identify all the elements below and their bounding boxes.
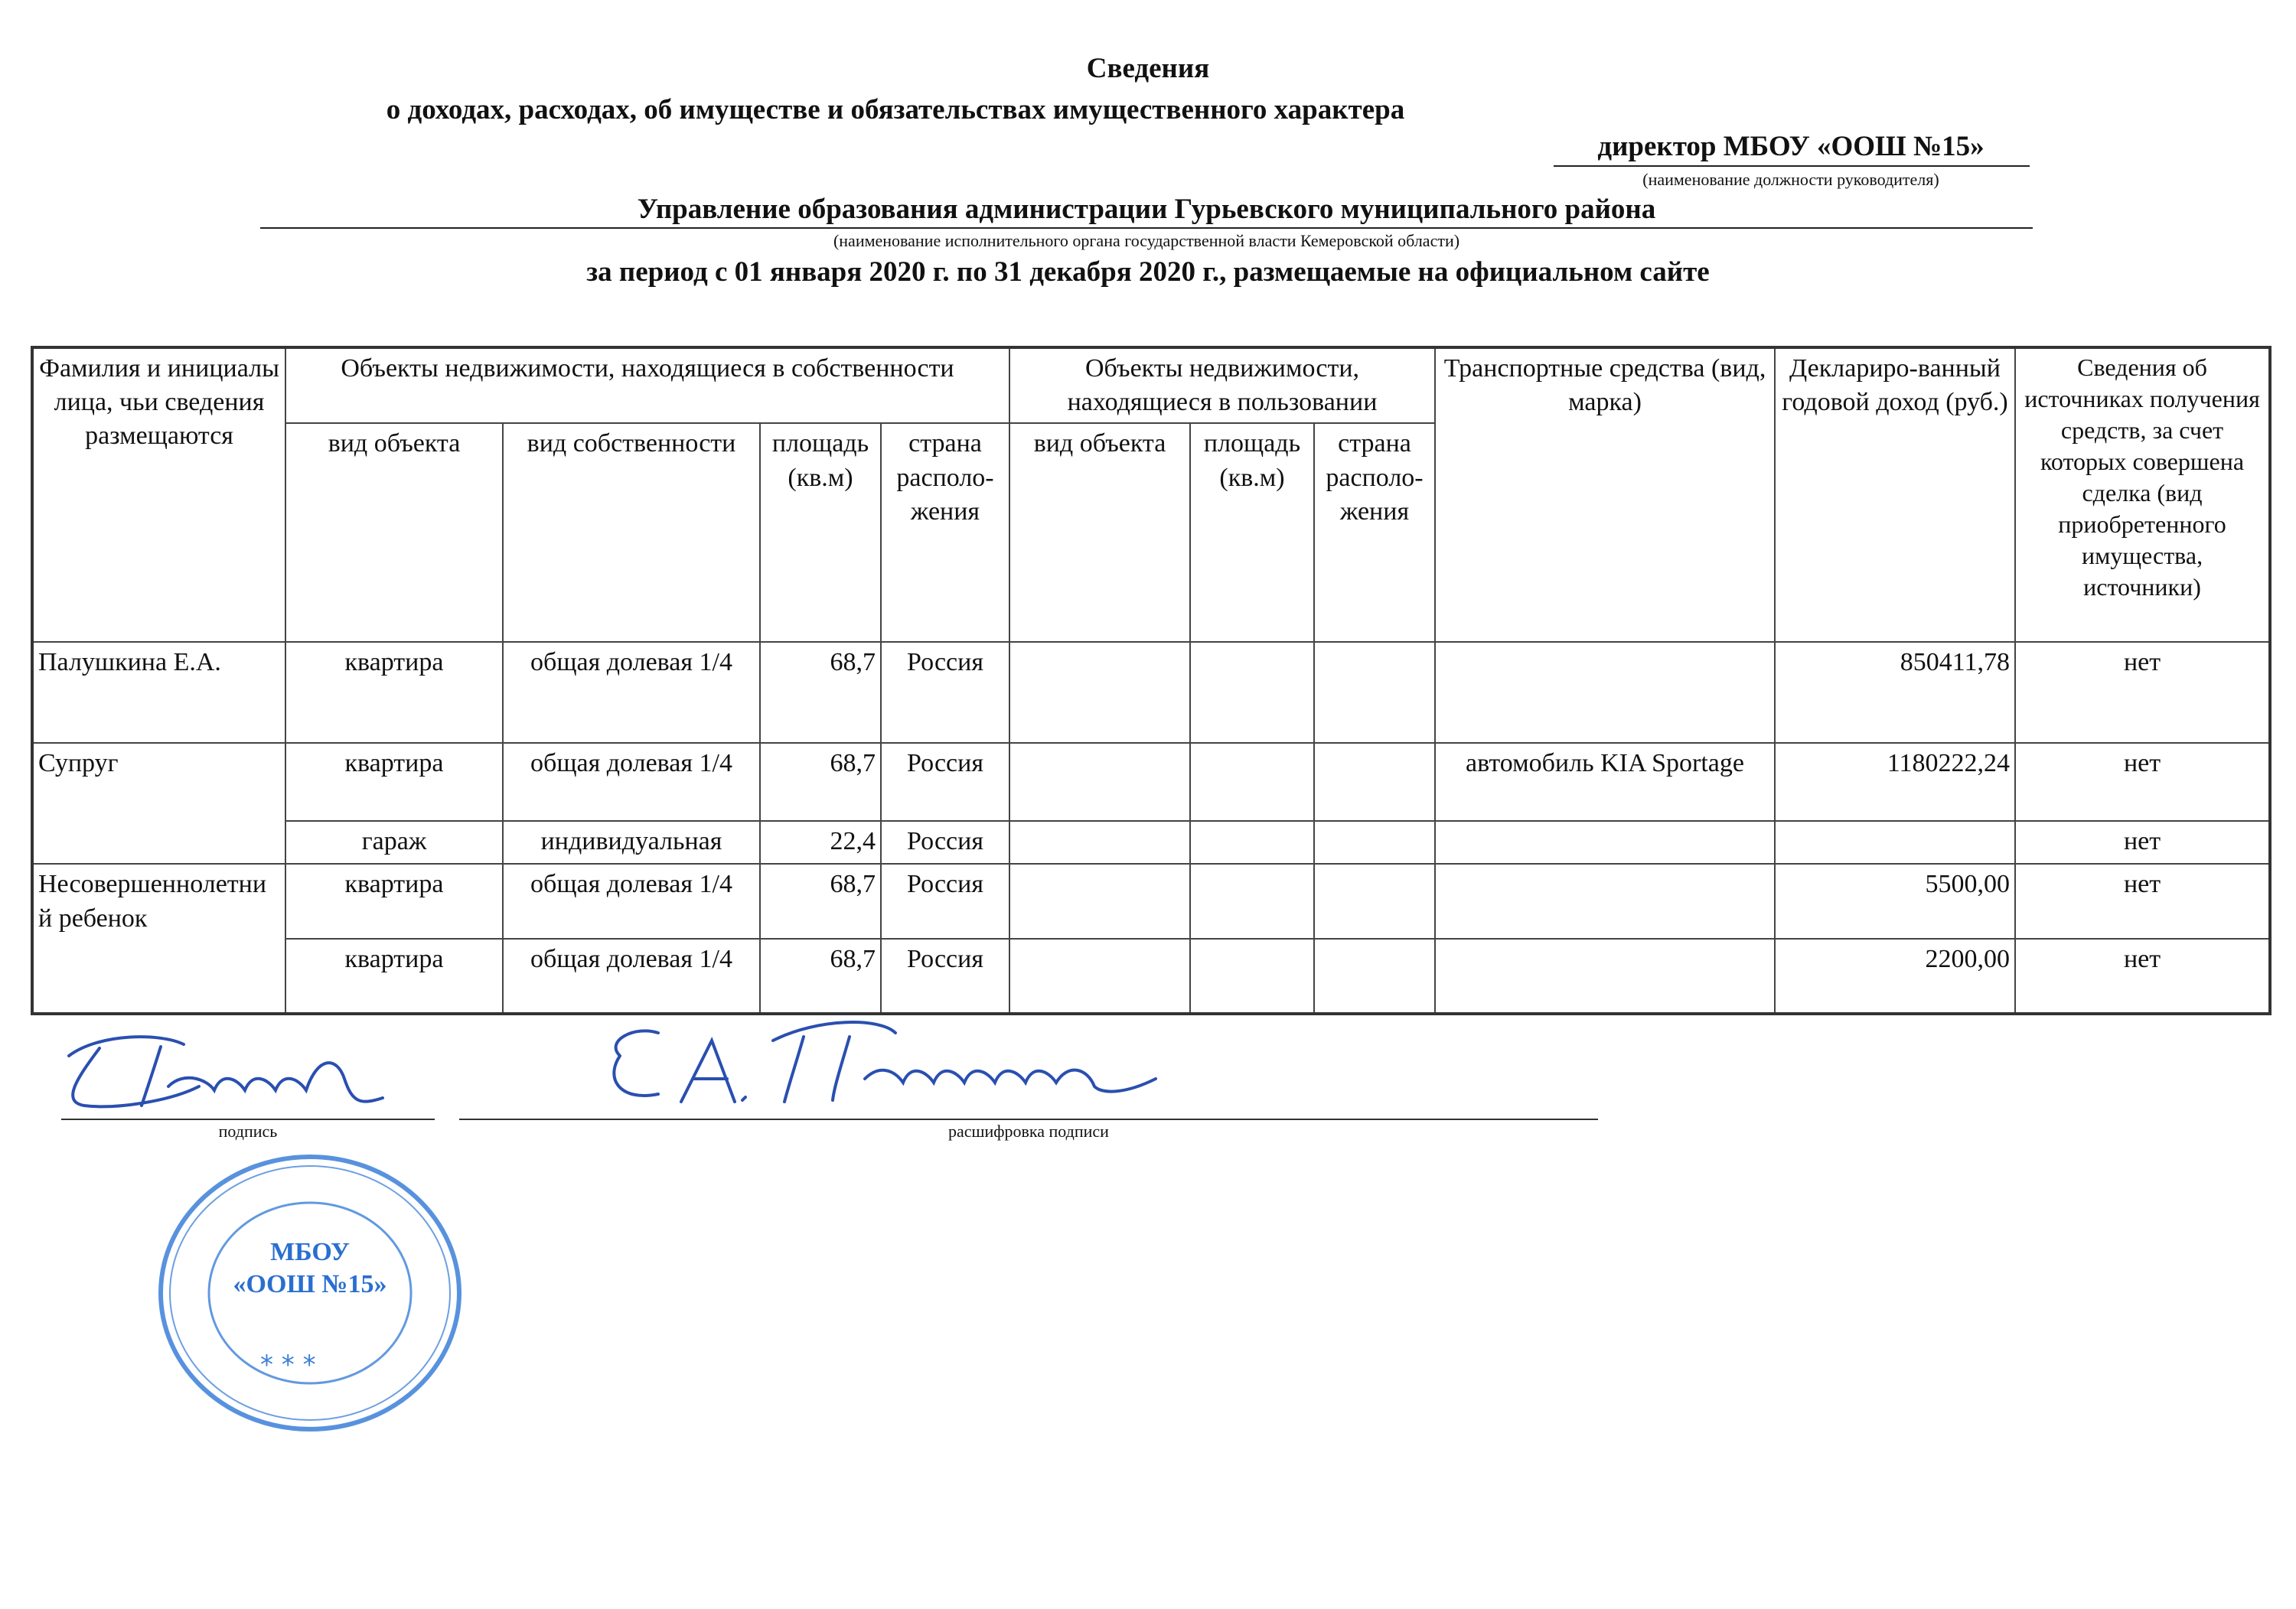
cell-used-area (1190, 821, 1314, 864)
cell-income (1775, 821, 2015, 864)
stamp-title: МБОУ (270, 1238, 350, 1266)
cell-ownership: общая долевая 1/4 (503, 939, 760, 1014)
cell-sources: нет (2015, 743, 2270, 821)
header-owned-property: Объекты недвижимости, находящиеся в собственности (285, 347, 1009, 423)
header-income: Деклариро-ванный годовой доход (руб.) (1775, 347, 2015, 642)
cell-used-country (1314, 821, 1435, 864)
table-row (32, 821, 2270, 864)
header-object-type: вид объекта (285, 423, 503, 642)
cell-object: квартира (285, 642, 503, 743)
cell-used-country (1314, 743, 1435, 821)
signature-decode-line (459, 1119, 1598, 1120)
cell-object: квартира (285, 864, 503, 939)
cell-transport (1435, 864, 1775, 939)
table-row (32, 743, 2270, 821)
cell-country: Россия (881, 939, 1009, 1014)
handwritten-signature (54, 1025, 406, 1117)
cell-used-object (1009, 642, 1190, 743)
stamp-subtitle: «ООШ №15» (233, 1270, 387, 1298)
document-subtitle: о доходах, расходах, об имуществе и обязательствах имущественного характера (386, 94, 1405, 125)
cell-country: Россия (881, 821, 1009, 864)
header-used-object-type: вид объекта (1009, 423, 1190, 642)
cell-area: 22,4 (760, 821, 881, 864)
handwritten-name (589, 1010, 1186, 1117)
cell-used-area (1190, 939, 1314, 1014)
table-row (32, 864, 2270, 939)
cell-income: 5500,00 (1775, 864, 2015, 939)
signature-caption: подпись (218, 1122, 278, 1141)
organization-underline (260, 227, 2033, 229)
cell-used-country (1314, 939, 1435, 1014)
header-used-country: страна располо-жения (1314, 423, 1435, 642)
cell-transport (1435, 821, 1775, 864)
header-country: страна располо-жения (881, 423, 1009, 642)
organization-caption: (наименование исполнительного органа государственной власти Кемеровской области) (833, 231, 1460, 250)
cell-object: квартира (285, 743, 503, 821)
cell-transport (1435, 939, 1775, 1014)
cell-transport: автомобиль KIA Sportage (1435, 743, 1775, 821)
cell-object: квартира (285, 939, 503, 1014)
document-title: Сведения (1086, 53, 1210, 84)
cell-area: 68,7 (760, 743, 881, 821)
cell-area: 68,7 (760, 939, 881, 1014)
reporting-period: за период с 01 января 2020 г. по 31 декабря 2020 г., размещаемые на официальном сайте (586, 256, 1710, 288)
cell-person: Несовершеннолетний ребенок (32, 864, 285, 1014)
signature-line (61, 1119, 435, 1120)
cell-ownership: общая долевая 1/4 (503, 642, 760, 743)
cell-ownership: общая долевая 1/4 (503, 864, 760, 939)
cell-sources: нет (2015, 821, 2270, 864)
cell-ownership: индивидуальная (503, 821, 760, 864)
cell-country: Россия (881, 743, 1009, 821)
header-sources: Сведения об источниках получения средств, за счет которых совершена сделка (вид приобретенного имущества, источники) (2015, 347, 2270, 642)
cell-country: Россия (881, 864, 1009, 939)
cell-used-object (1009, 939, 1190, 1014)
cell-used-country (1314, 864, 1435, 939)
header-ownership-type: вид собственности (503, 423, 760, 642)
cell-object: гараж (285, 821, 503, 864)
header-used-property: Объекты недвижимости, находящиеся в пользовании (1009, 347, 1435, 423)
cell-income: 2200,00 (1775, 939, 2015, 1014)
cell-ownership: общая долевая 1/4 (503, 743, 760, 821)
header-area: площадь (кв.м) (760, 423, 881, 642)
cell-used-area (1190, 864, 1314, 939)
position-name: директор МБОУ «ООШ №15» (1597, 131, 1985, 162)
cell-transport (1435, 642, 1775, 743)
cell-sources: нет (2015, 642, 2270, 743)
cell-person: Супруг (32, 743, 285, 864)
position-underline (1554, 165, 2030, 167)
cell-sources: нет (2015, 939, 2270, 1014)
cell-sources: нет (2015, 864, 2270, 939)
declaration-table (31, 346, 2272, 1015)
header-person: Фамилия и инициалы лица, чьи сведения размещаются (32, 347, 285, 642)
table-row (32, 939, 2270, 1014)
organization-name: Управление образования администрации Гурьевского муниципального района (637, 194, 1656, 225)
cell-used-area (1190, 642, 1314, 743)
cell-area: 68,7 (760, 864, 881, 939)
cell-area: 68,7 (760, 642, 881, 743)
declaration-table-wrapper (31, 346, 2272, 1015)
cell-person: Палушкина Е.А. (32, 642, 285, 743)
header-transport: Транспортные средства (вид, марка) (1435, 347, 1775, 642)
cell-income: 1180222,24 (1775, 743, 2015, 821)
table-row (32, 642, 2270, 743)
cell-used-object (1009, 743, 1190, 821)
signature-decode-caption: расшифровка подписи (948, 1122, 1109, 1141)
cell-used-object (1009, 864, 1190, 939)
position-caption: (наименование должности руководителя) (1642, 170, 1939, 189)
svg-text:* * *: * * * (260, 1350, 316, 1380)
cell-used-area (1190, 743, 1314, 821)
cell-country: Россия (881, 642, 1009, 743)
header-used-area: площадь (кв.м) (1190, 423, 1314, 642)
cell-used-country (1314, 642, 1435, 743)
cell-income: 850411,78 (1775, 642, 2015, 743)
cell-used-object (1009, 821, 1190, 864)
